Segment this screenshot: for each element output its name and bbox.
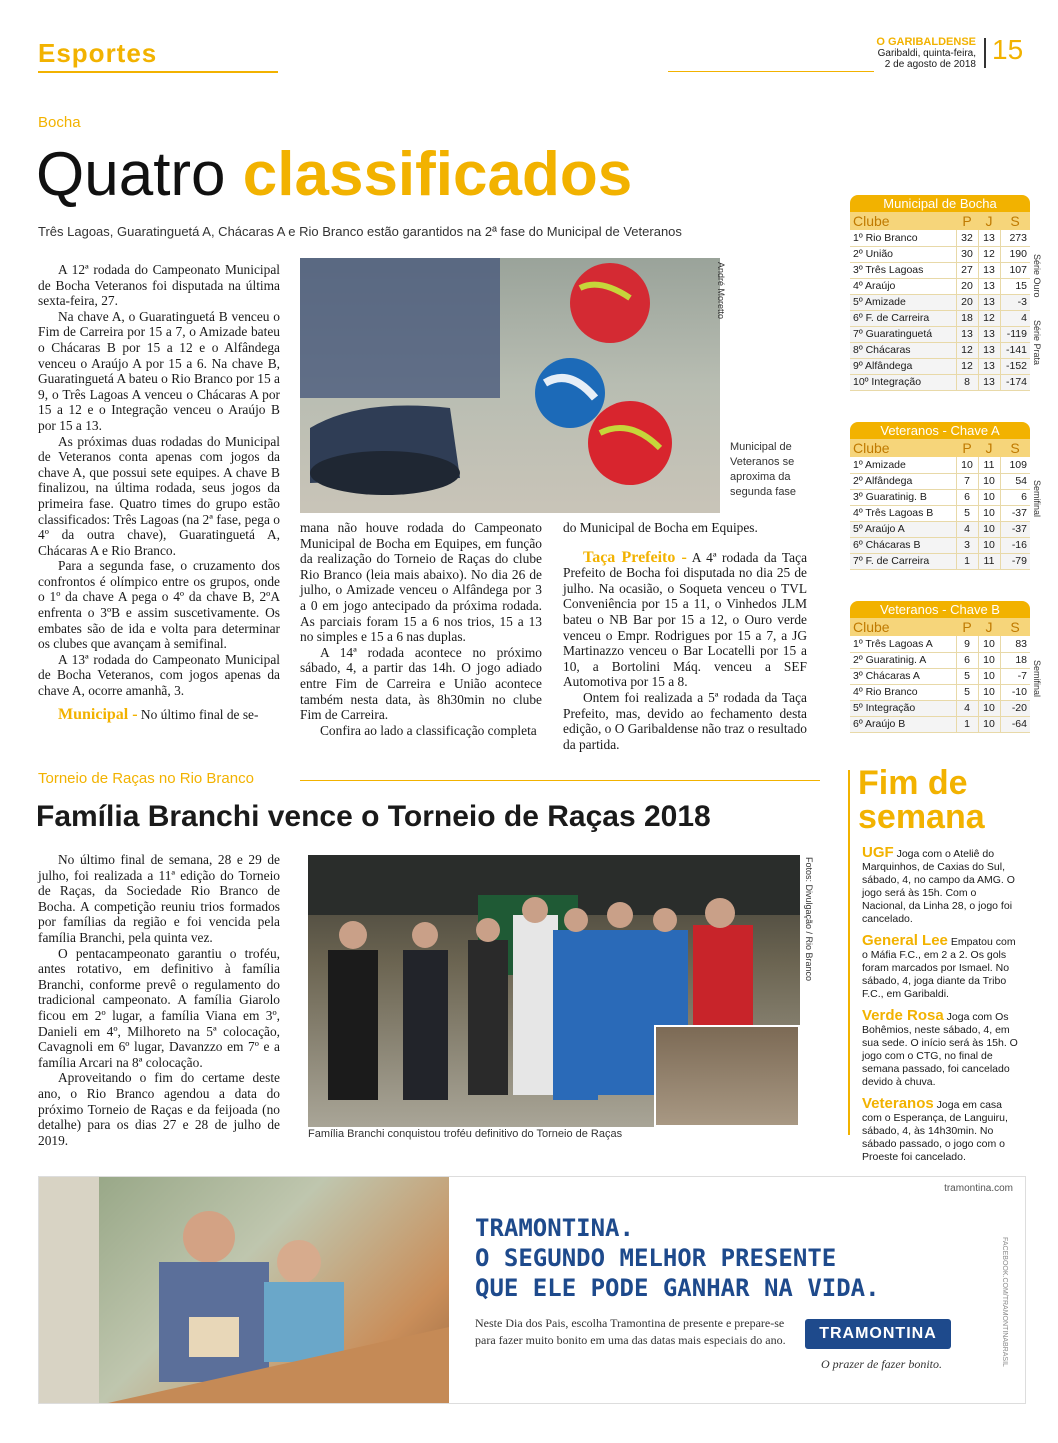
games-cell: 10 [978, 716, 1000, 732]
table-veteranos-chave-b [850, 601, 1030, 733]
ad-photo [39, 1177, 449, 1404]
balance-cell: 15 [1000, 278, 1030, 294]
kicker-torneio: Torneio de Raças no Rio Branco [38, 770, 254, 787]
headline-yellow: classificados [242, 140, 633, 209]
points-cell: 5 [956, 684, 978, 700]
feijoada-inset-photo [654, 1025, 800, 1127]
paragraph: A 14ª rodada acontece no próximo sábado, 4, a partir das 14h. O jogo adiado entre Fim de Carreira e União acontece também nesta data, às 8h30min no clube Fim de Carreira. [300, 644, 542, 723]
points-cell: 12 [956, 342, 978, 358]
ad-photo-svg [39, 1177, 449, 1404]
games-cell: 10 [978, 700, 1000, 716]
balance-cell: 273 [1000, 230, 1030, 246]
col-header: Clube [850, 212, 956, 230]
club-cell: 5º Araújo A [850, 521, 956, 537]
table-row [850, 326, 1030, 342]
club-cell: 3º Chácaras A [850, 668, 956, 684]
kicker-bocha: Bocha [38, 114, 81, 131]
table-row [850, 310, 1030, 326]
kicker-rule [300, 780, 820, 781]
table-title: Veteranos - Chave A [850, 422, 1030, 439]
balance-cell: 109 [1000, 457, 1030, 473]
paragraph: Ontem foi realizada a 5ª rodada da Taça Prefeito, mas, devido ao fechamento desta edição, o O Garibaldense não traz o resultado da partida. [563, 689, 807, 752]
points-cell: 12 [956, 358, 978, 374]
col-header: Clube [850, 439, 956, 457]
games-cell: 12 [978, 310, 1000, 326]
table-row [850, 358, 1030, 374]
balance-cell: 107 [1000, 262, 1030, 278]
balance-cell: -119 [1000, 326, 1030, 342]
weekend-item-verde-rosa [862, 1009, 1022, 1089]
lead-text: No último final de se- [140, 706, 259, 722]
ad-headline-1: TRAMONTINA. [475, 1214, 634, 1242]
paragraph: Na chave A, o Guaratinguetá B venceu o Fim de Carreira por 15 a 7, o Amizade bateu o Chácaras B por 15 a 12 e o Alfândega venceu o Araújo A por 15 a 6. Na chave B, Guaratinguetá A bateu o Rio Branco por 15 a 9, o Três Lagoas A venceu o Chácaras A por 15 a 12 e o Integração venceu o Araújo B por 15 a 13. [38, 308, 280, 433]
bocha-photo-svg [300, 258, 720, 513]
weekend-text: Empatou com o Máfia F.C., em 2 a 2. Os gols foram marcados por Ismael. No sábado, 4, joga diante da Tribo F.C., em Garibaldi. [862, 936, 1016, 1000]
balance-cell: -152 [1000, 358, 1030, 374]
article1-col1 [38, 262, 280, 722]
col-header: P [956, 212, 978, 230]
paragraph: mana não houve rodada do Campeonato Municipal de Bocha em Equipes, em função da realização do Torneio de Raças do clube Rio Branco (leia mais abaixo). No dia 26 de julho, o Amizade venceu o Alfândega por 3 a 0 em jogo antecipado da próxima rodada. As parciais foram 15 a 6 nos trios, 15 a 13 no simples e 15 a 6 nas duplas. [300, 520, 542, 645]
games-cell: 10 [978, 652, 1000, 668]
article2-title: Família Branchi vence o Torneio de Raças 2018 [36, 800, 711, 833]
table-row [850, 489, 1030, 505]
balance-cell: 190 [1000, 246, 1030, 262]
table-row [850, 636, 1030, 652]
ad-headline [475, 1213, 880, 1303]
lead-text: A 4ª rodada da Taça Prefeito de Bocha foi disputada no dia 25 de julho. Na ocasião, o Soqueta venceu o TVL Conveniência por 15 a 11, o Vinhedos JLM bateu o NB Bar por 15 a 12, o Ouro verde venceu o Empr. Rodrigues por 15 a 7, a JG Martinazzo venceu o Bar Locatelli por 15 a 10, a Bortolini Máq. venceu a SEF Automotiva por 15 a 8. [563, 549, 808, 690]
points-cell: 30 [956, 246, 978, 262]
balance-cell: -174 [1000, 374, 1030, 390]
games-cell: 10 [978, 668, 1000, 684]
points-cell: 6 [956, 489, 978, 505]
points-cell: 13 [956, 326, 978, 342]
paper-name: O GARIBALDENSE [876, 36, 976, 48]
points-cell: 7 [956, 473, 978, 489]
weekend-text: Joga com o Ateliê do Marquinhos, de Caxias do Sul, sábado, 4, no campo da AMG. O jogo será às 15h. Com o Nacional, da Linha 28, o jogo foi cancelado. [862, 848, 1015, 925]
ad-slogan: O prazer de fazer bonito. [821, 1357, 942, 1371]
label-semifinal-b: Semifinal [1032, 660, 1042, 698]
label-serie-prata: Série Prata [1032, 320, 1042, 366]
balance-cell: -79 [1000, 553, 1030, 569]
table-row [850, 230, 1030, 246]
table-row [850, 294, 1030, 310]
bocha-photo [300, 258, 720, 513]
table-row [850, 700, 1030, 716]
paragraph: O pentacampeonato garantiu o troféu, antes rotativo, em definitivo à família Branchi, conforme prevê o regulamento do tradicional campeonato. A família Giarolo ficou em 2º lugar, a família Viana em 3º, Danieli em 4º, Milhoreto na 5ª colocação, Cavagnoli em 6º lugar, Davanzzo em 7º e a família Arcari na 8ª colocação. [38, 945, 280, 1070]
balance-cell: -16 [1000, 537, 1030, 553]
weekend-item-ugf [862, 846, 1022, 926]
club-cell: 2º Guaratinig. A [850, 652, 956, 668]
points-cell: 20 [956, 294, 978, 310]
tramontina-ad[interactable] [38, 1176, 1026, 1404]
games-cell: 10 [978, 489, 1000, 505]
club-cell: 4º Araújo [850, 278, 956, 294]
points-cell: 4 [956, 521, 978, 537]
photo-credit: André Moretto [716, 262, 726, 320]
games-cell: 10 [978, 505, 1000, 521]
table-row [850, 716, 1030, 732]
points-cell: 4 [956, 700, 978, 716]
points-cell: 9 [956, 636, 978, 652]
club-cell: 9º Alfândega [850, 358, 956, 374]
balance-cell: 18 [1000, 652, 1030, 668]
table-row [850, 553, 1030, 569]
points-cell: 32 [956, 230, 978, 246]
club-cell: 7º F. de Carreira [850, 553, 956, 569]
team-photo-caption: Família Branchi conquistou troféu definitivo do Torneio de Raças [308, 1128, 623, 1140]
points-cell: 3 [956, 537, 978, 553]
paragraph: do Municipal de Bocha em Equipes. [563, 520, 758, 535]
points-cell: 8 [956, 374, 978, 390]
weekend-item-general-lee [862, 934, 1022, 1001]
weekend-title-1: Fim de [858, 764, 968, 802]
paragraph: No último final de semana, 28 e 29 de julho, foi realizada a 11ª edição do Torneio de Raças, da Sociedade Rio Branco de Bocha. A competição reuniu trios formados por famílias da região e foi vencida pela família Branchi, pela quinta vez. [38, 852, 280, 945]
club-cell: 5º Amizade [850, 294, 956, 310]
balance-cell: -7 [1000, 668, 1030, 684]
table-title: Municipal de Bocha [850, 195, 1030, 212]
club-cell: 8º Chácaras [850, 342, 956, 358]
club-cell: 4º Rio Branco [850, 684, 956, 700]
club-cell: 4º Três Lagoas B [850, 505, 956, 521]
paragraph: A 13ª rodada do Campeonato Municipal de Bocha Veteranos, com jogos apenas da chave A, ocorre amanhã, 3. [38, 651, 280, 699]
points-cell: 1 [956, 553, 978, 569]
col-header: Clube [850, 618, 956, 636]
table-municipal-bocha [850, 195, 1030, 391]
col-header: P [956, 618, 978, 636]
points-cell: 20 [956, 278, 978, 294]
table-row [850, 505, 1030, 521]
header-divider [984, 38, 986, 68]
article2-col [38, 852, 280, 1148]
points-cell: 5 [956, 668, 978, 684]
games-cell: 11 [978, 553, 1000, 569]
club-cell: 6º Chácaras B [850, 537, 956, 553]
points-cell: 5 [956, 505, 978, 521]
games-cell: 13 [978, 326, 1000, 342]
club-cell: 1º Três Lagoas A [850, 636, 956, 652]
club-cell: 7º Guaratinguetá [850, 326, 956, 342]
col-header: S [1000, 439, 1030, 457]
table-row [850, 246, 1030, 262]
club-cell: 2º União [850, 246, 956, 262]
ad-facebook: FACEBOOK.COM/TRAMONTINABRASIL [1001, 1237, 1008, 1367]
games-cell: 11 [978, 457, 1000, 473]
games-cell: 10 [978, 636, 1000, 652]
games-cell: 13 [978, 374, 1000, 390]
col-header: J [978, 618, 1000, 636]
table-row [850, 684, 1030, 700]
col-header: S [1000, 212, 1030, 230]
points-cell: 18 [956, 310, 978, 326]
photo-caption: Municipal de Veteranos se aproxima da segunda fase [730, 441, 797, 498]
paragraph: Aproveitando o fim do certame deste ano, o Rio Branco agendou a data do próximo Torneio de Raças e da feijoada (no detalhe) para os dias 27 e 28 de julho de 2019. [38, 1070, 280, 1148]
article1-col3 [563, 520, 807, 752]
games-cell: 13 [978, 278, 1000, 294]
table-row [850, 457, 1030, 473]
team-name: Verde Rosa [862, 1007, 944, 1024]
balance-cell: 83 [1000, 636, 1030, 652]
ad-headline-3: QUE ELE PODE GANHAR NA VIDA. [475, 1274, 880, 1302]
table-row [850, 342, 1030, 358]
weekend-text: Joga em casa com o Esperança, de Languiru, sábado, 4, às 14h30min. No sábado passado, o jogo com o Proeste foi cancelado. [862, 1099, 1008, 1163]
club-cell: 3º Três Lagoas [850, 262, 956, 278]
paragraph: As próximas duas rodadas do Municipal de Veteranos conta apenas com jogos da chave A, que possui sete equipes. A chave B finalizou, na última rodada, seus jogos da primeira fase. Quatro times do grupo estão classificados: Três Lagoas (na 2ª fase, pega o 4º da outra chave), Guaratinguetá A, Chácaras A e Rio Branco. [38, 433, 280, 558]
table-row [850, 262, 1030, 278]
club-cell: 5º Integração [850, 700, 956, 716]
team-photo [308, 855, 800, 1127]
weekend-title-2: semana [858, 798, 985, 836]
balance-cell: -141 [1000, 342, 1030, 358]
ad-body: Neste Dia dos Pais, escolha Tramontina de presente e prepare-se para fazer muito bonito em uma das datas mais especiais do ano. [475, 1316, 786, 1347]
header-rule-right [668, 71, 874, 72]
table-row [850, 374, 1030, 390]
article1-col2 [300, 520, 542, 738]
games-cell: 10 [978, 521, 1000, 537]
games-cell: 10 [978, 684, 1000, 700]
col-header: S [1000, 618, 1030, 636]
games-cell: 13 [978, 342, 1000, 358]
paragraph: A 12ª rodada do Campeonato Municipal de Bocha Veteranos foi disputada na última sexta-feira, 27. [38, 262, 280, 309]
tramontina-logo[interactable]: TRAMONTINA [805, 1319, 951, 1349]
ad-headline-2: O SEGUNDO MELHOR PRESENTE [475, 1244, 837, 1272]
balance-cell: -10 [1000, 684, 1030, 700]
table-row [850, 473, 1030, 489]
headline-black: Quatro [36, 140, 226, 209]
balance-cell: -3 [1000, 294, 1030, 310]
games-cell: 13 [978, 262, 1000, 278]
dateline-1: Garibaldi, quinta-feira, [877, 48, 976, 59]
table-row [850, 278, 1030, 294]
balance-cell: 6 [1000, 489, 1030, 505]
table-row [850, 537, 1030, 553]
weekend-text: Joga com Os Bohêmios, neste sábado, 4, em sua sede. O início será às 15h. O jogo com o CTG, no final de semana passado, foi cancelado devido à chuva. [862, 1011, 1018, 1088]
table-row [850, 668, 1030, 684]
balance-cell: -37 [1000, 521, 1030, 537]
games-cell: 13 [978, 230, 1000, 246]
col-header: P [956, 439, 978, 457]
team-name: General Lee [862, 932, 948, 949]
weekend-item-veteranos [862, 1097, 1022, 1164]
section-title: Esportes [38, 38, 158, 68]
balance-cell: -37 [1000, 505, 1030, 521]
team-name: Veteranos [862, 1095, 934, 1112]
team-name: UGF [862, 844, 894, 861]
table-row [850, 521, 1030, 537]
weekend-list [862, 846, 1022, 1172]
balance-cell: -64 [1000, 716, 1030, 732]
headline [36, 140, 632, 210]
club-cell: 10º Integração [850, 374, 956, 390]
paragraph: Para a segunda fase, o cruzamento dos confrontos é olímpico entre os grupos, onde o 1º da chave A pega o 4º da chave B, 2ºA enfrenta o 3ºB e assim suscetivamente. Os embates são de ida e volta para determinar os clubes que avançam à semifinal. [38, 558, 280, 652]
club-cell: 2º Alfândega [850, 473, 956, 489]
balance-cell: -20 [1000, 700, 1030, 716]
club-cell: 1º Rio Branco [850, 230, 956, 246]
paragraph [563, 550, 807, 690]
points-cell: 1 [956, 716, 978, 732]
label-serie-ouro: Série Ouro [1032, 254, 1042, 298]
club-cell: 1º Amizade [850, 457, 956, 473]
points-cell: 6 [956, 652, 978, 668]
page-number: 15 [992, 34, 1024, 65]
ad-url[interactable]: tramontina.com [944, 1183, 1013, 1194]
label-semifinal-a: Semifinal [1032, 480, 1042, 518]
games-cell: 13 [978, 294, 1000, 310]
lead-municipal: Municipal - [58, 705, 138, 723]
paragraph: Confira ao lado a classificação completa [320, 722, 537, 738]
team-photo-credit: Fotos: Divulgação / Rio Branco [804, 857, 814, 982]
lead-taca: Taça Prefeito - [583, 548, 687, 566]
balance-cell: 54 [1000, 473, 1030, 489]
table-veteranos-chave-a [850, 422, 1030, 570]
games-cell: 13 [978, 358, 1000, 374]
table-title: Veteranos - Chave B [850, 601, 1030, 618]
col-header: J [978, 439, 1000, 457]
club-cell: 6º F. de Carreira [850, 310, 956, 326]
paragraph [38, 707, 280, 723]
games-cell: 12 [978, 246, 1000, 262]
club-cell: 6º Araújo B [850, 716, 956, 732]
col-header: J [978, 212, 1000, 230]
points-cell: 27 [956, 262, 978, 278]
balance-cell: 4 [1000, 310, 1030, 326]
dateline-2: 2 de agosto de 2018 [884, 59, 976, 70]
header-rule [38, 71, 278, 73]
subtitle: Três Lagoas, Guaratinguetá A, Chácaras A e Rio Branco estão garantidos na 2ª fase do Municipal de Veteranos [38, 224, 682, 239]
points-cell: 10 [956, 457, 978, 473]
table-row [850, 652, 1030, 668]
weekend-rule [848, 770, 850, 1135]
club-cell: 3º Guaratinig. B [850, 489, 956, 505]
games-cell: 10 [978, 537, 1000, 553]
games-cell: 10 [978, 473, 1000, 489]
